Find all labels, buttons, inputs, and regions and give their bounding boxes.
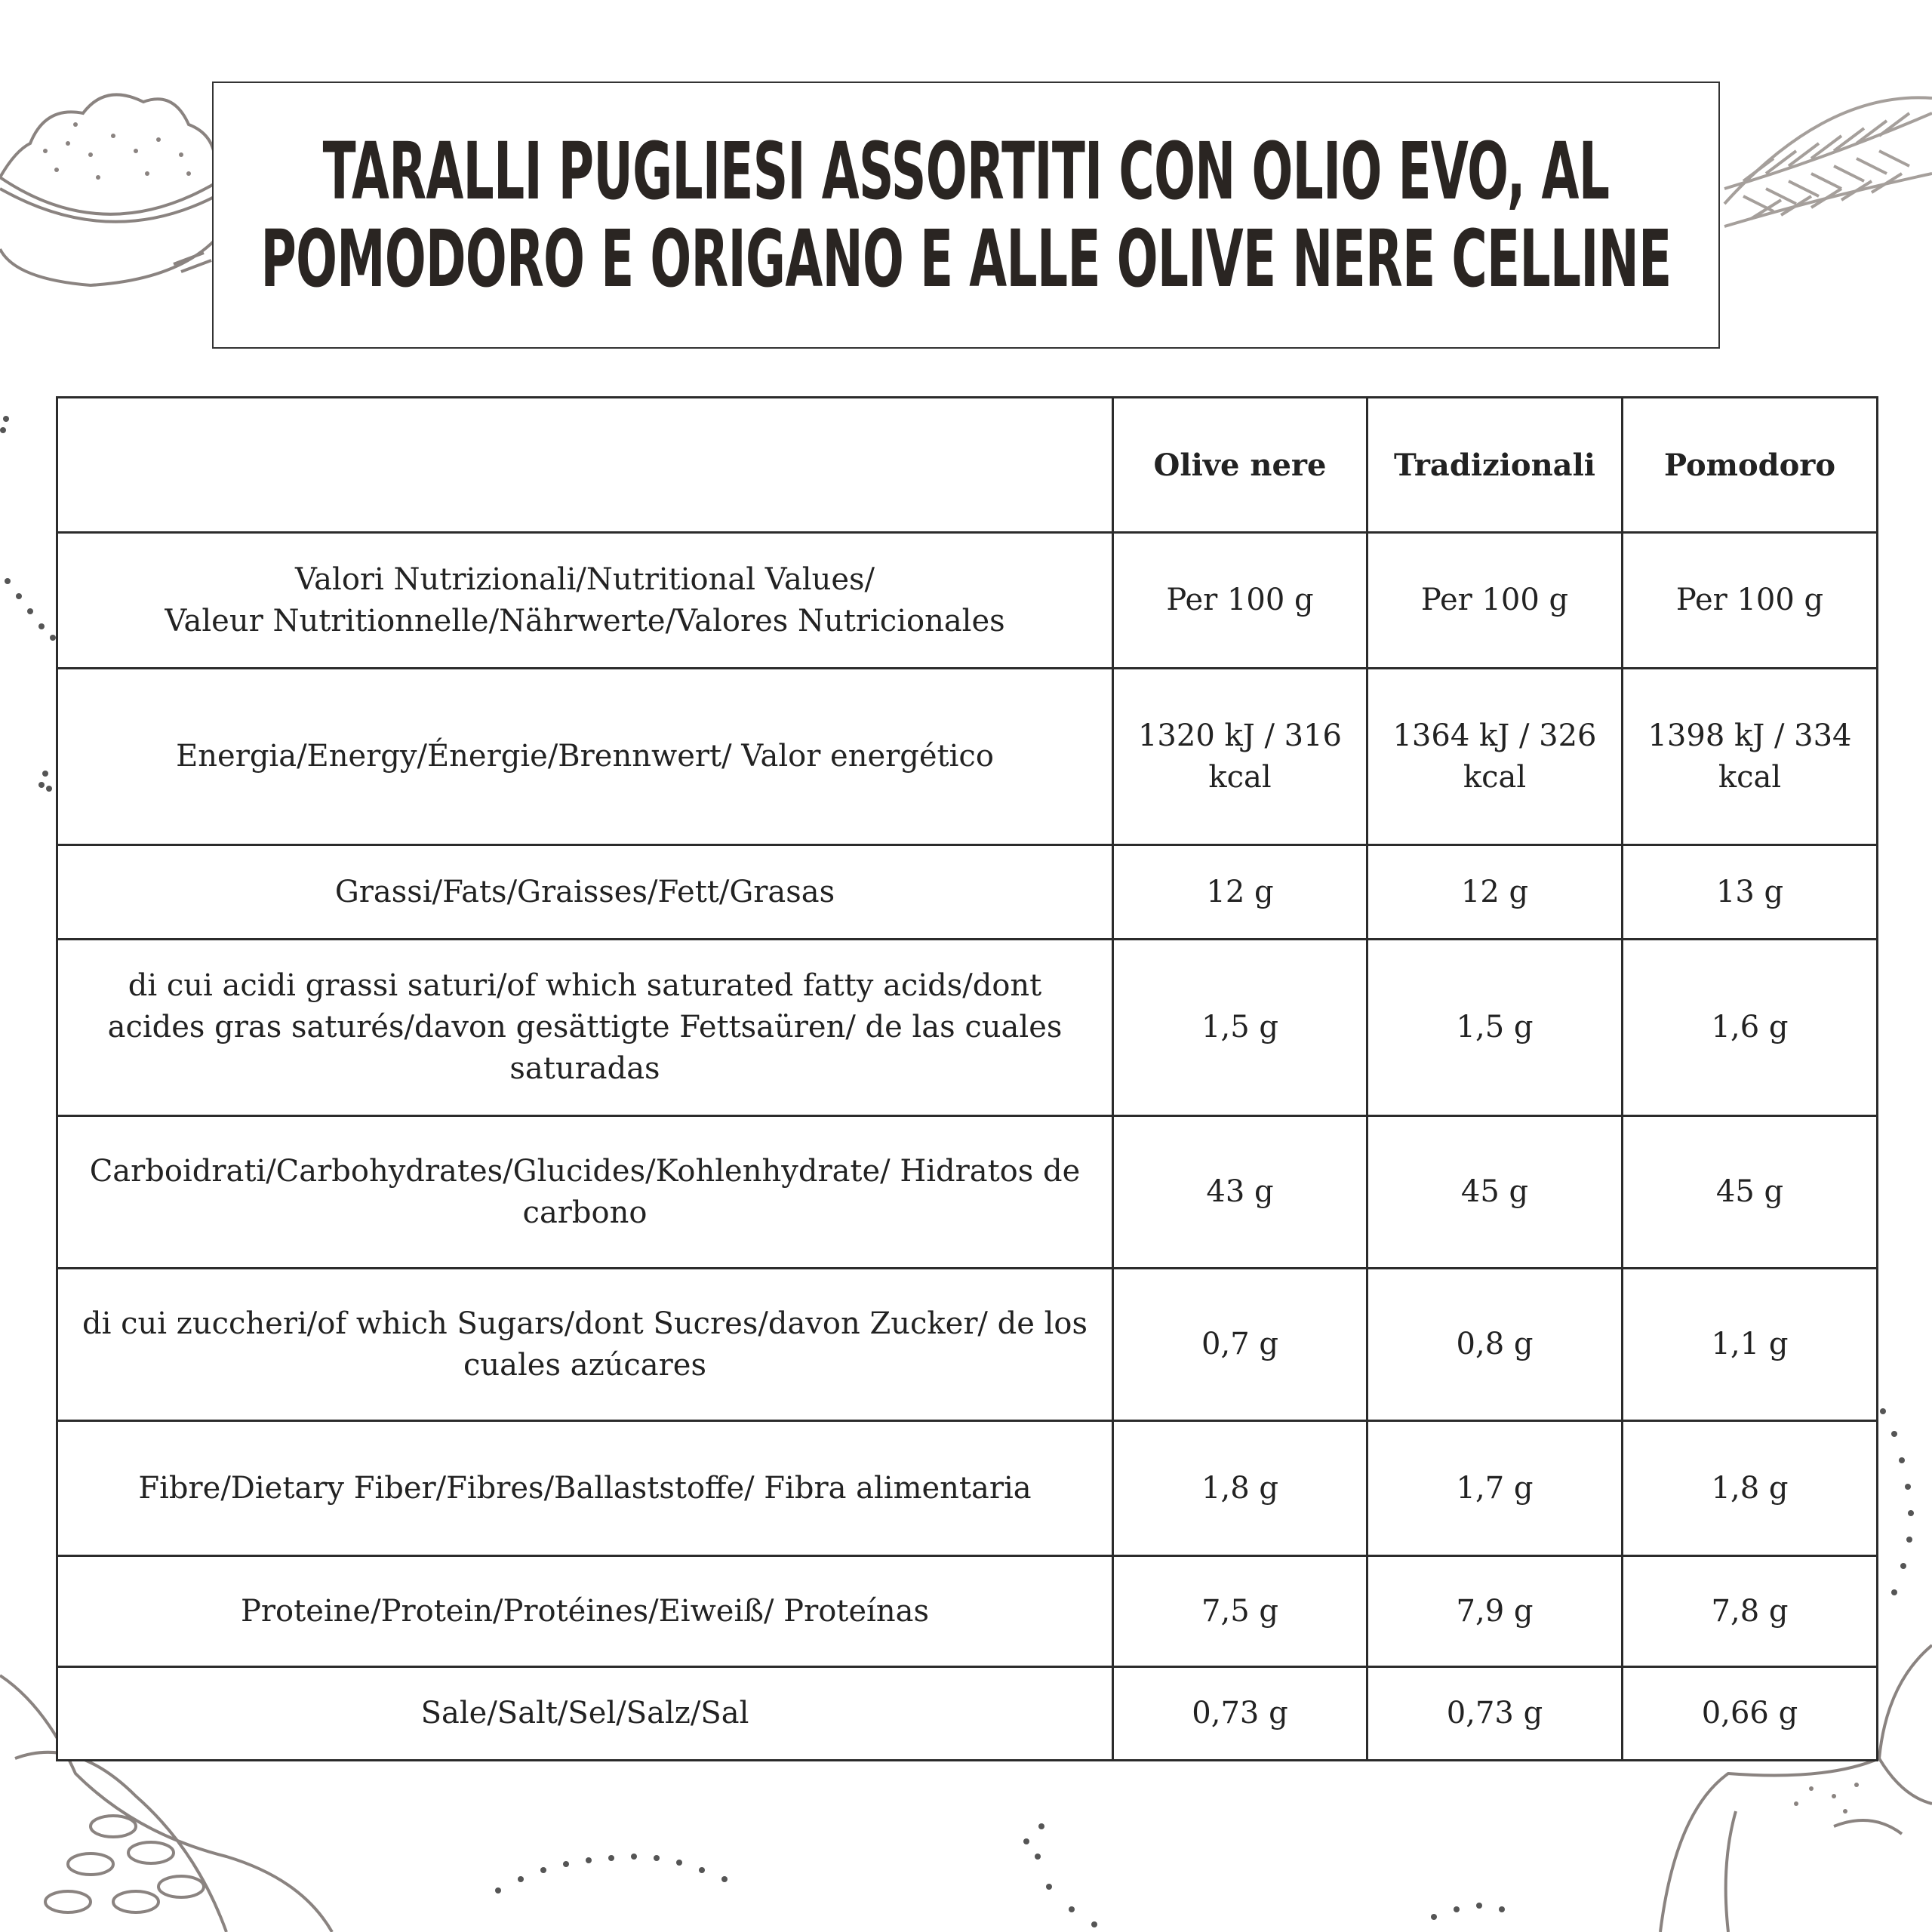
row-label: Proteine/Protein/Protéines/Eiweiß/ Proteínas <box>57 1556 1113 1667</box>
row-label-line: Valori Nutrizionali/Nutritional Values/ <box>294 561 875 597</box>
value-cell: 1,6 g <box>1623 940 1878 1116</box>
value-cell: 1,5 g <box>1367 940 1623 1116</box>
title-line-2: POMODORO E ORIGANO E ALLE OLIVE NERE CELLINE <box>260 213 1672 305</box>
row-label: Carboidrati/Carbohydrates/Glucides/Kohlenhydrate/ Hidratos de carbono <box>57 1116 1113 1269</box>
table-row <box>57 1116 1878 1269</box>
row-label: di cui zuccheri/of which Sugars/dont Sucres/davon Zucker/ de los cuales azúcares <box>57 1269 1113 1421</box>
header-empty-cell <box>57 398 1113 533</box>
value-cell: 13 g <box>1623 845 1878 940</box>
value-cell: 1,7 g <box>1367 1421 1623 1556</box>
value-cell: 1320 kJ / 316 kcal <box>1113 669 1367 845</box>
value-cell: 0,8 g <box>1367 1269 1623 1421</box>
value-cell: 1,5 g <box>1113 940 1367 1116</box>
value-cell: 1364 kJ / 326 kcal <box>1367 669 1623 845</box>
header-pomodoro: Pomodoro <box>1623 398 1878 533</box>
value-cell: 0,66 g <box>1623 1667 1878 1761</box>
table-row <box>57 940 1878 1116</box>
row-label: Fibre/Dietary Fiber/Fibres/Ballaststoffe/ Fibra alimentaria <box>57 1421 1113 1556</box>
title-line-1: TARALLI PUGLIESI ASSORTITI CON OLIO EVO, AL <box>322 125 1610 217</box>
header-tradizionali: Tradizionali <box>1367 398 1623 533</box>
value-cell: Per 100 g <box>1367 533 1623 669</box>
table-row <box>57 1421 1878 1556</box>
value-cell: 0,73 g <box>1113 1667 1367 1761</box>
title-box <box>212 82 1720 349</box>
value-cell: 45 g <box>1623 1116 1878 1269</box>
value-cell: 1,8 g <box>1623 1421 1878 1556</box>
row-label-line: Valeur Nutritionnelle/Nährwerte/Valores Nutricionales <box>165 603 1005 638</box>
value-cell: 0,7 g <box>1113 1269 1367 1421</box>
value-cell: Per 100 g <box>1623 533 1878 669</box>
row-label: Grassi/Fats/Graisses/Fett/Grasas <box>57 845 1113 940</box>
row-label: Energia/Energy/Énergie/Brennwert/ Valor energético <box>57 669 1113 845</box>
header-olive-nere: Olive nere <box>1113 398 1367 533</box>
row-label <box>57 533 1113 669</box>
table-row <box>57 533 1878 669</box>
value-cell: 0,73 g <box>1367 1667 1623 1761</box>
table-header-row <box>57 398 1878 533</box>
value-cell: 45 g <box>1367 1116 1623 1269</box>
page-title <box>217 125 1715 305</box>
value-cell: 1,1 g <box>1623 1269 1878 1421</box>
value-cell: 12 g <box>1113 845 1367 940</box>
value-cell: 12 g <box>1367 845 1623 940</box>
value-cell: 7,8 g <box>1623 1556 1878 1667</box>
table-row <box>57 669 1878 845</box>
row-label: Sale/Salt/Sel/Salz/Sal <box>57 1667 1113 1761</box>
value-cell: 7,9 g <box>1367 1556 1623 1667</box>
value-cell: 1398 kJ / 334 kcal <box>1623 669 1878 845</box>
table-row <box>57 1269 1878 1421</box>
table-row <box>57 845 1878 940</box>
row-label: di cui acidi grassi saturi/of which saturated fatty acids/dont acides gras saturés/davon gesättigte Fettsaüren/ de las cuales saturadas <box>57 940 1113 1116</box>
bread-bowl-illustration <box>0 94 226 285</box>
nutrition-table <box>56 396 1878 1761</box>
value-cell: Per 100 g <box>1113 533 1367 669</box>
value-cell: 7,5 g <box>1113 1556 1367 1667</box>
table-row <box>57 1556 1878 1667</box>
value-cell: 43 g <box>1113 1116 1367 1269</box>
table-row <box>57 1667 1878 1761</box>
value-cell: 1,8 g <box>1113 1421 1367 1556</box>
wheat-illustration <box>1724 97 1932 226</box>
